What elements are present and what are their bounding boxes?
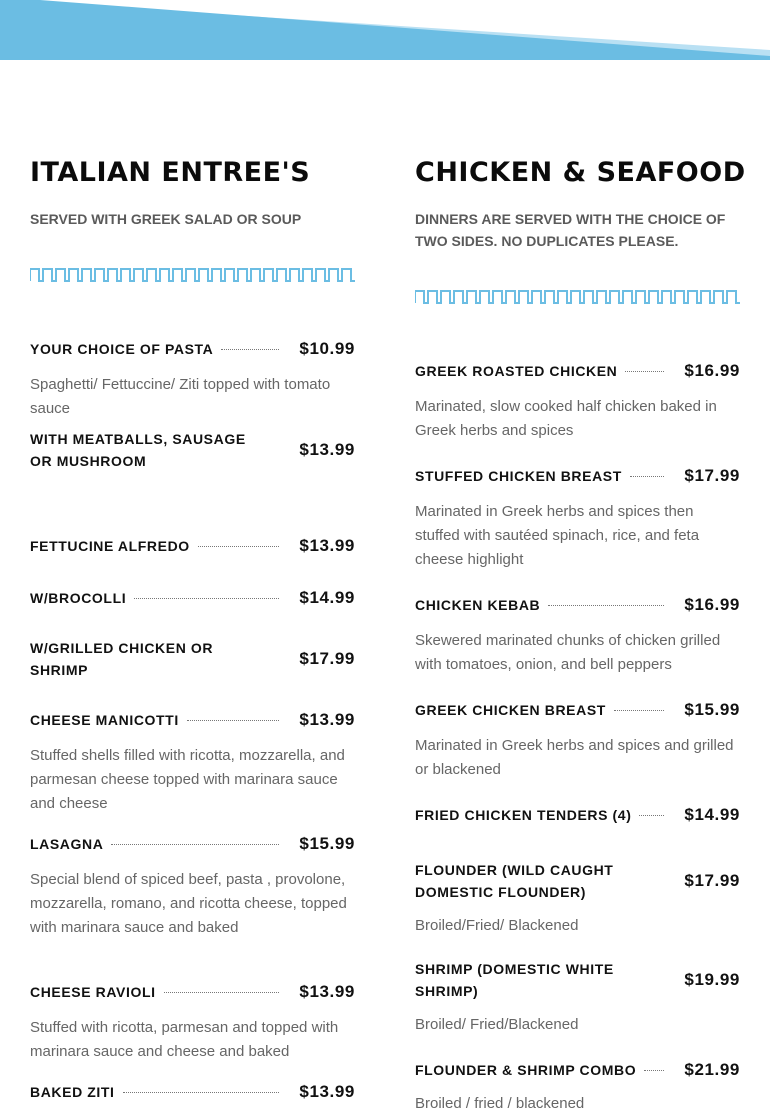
section-subtitle: DINNERS ARE SERVED WITH THE CHOICE OF TWO SIDES. NO DUPLICATES PLEASE. xyxy=(415,211,726,249)
leader-dots xyxy=(198,546,280,547)
menu-item xyxy=(415,360,740,443)
menu-item xyxy=(415,1059,740,1116)
banner-shape xyxy=(0,0,770,60)
leader-dots xyxy=(221,349,279,350)
section-title: CHICKEN & SEAFOOD xyxy=(415,157,746,188)
item-name: W/BROCOLLI xyxy=(30,590,127,606)
item-price: $19.99 xyxy=(684,970,740,989)
item-description: Special blend of spiced beef, pasta , provolone, mozzarella, romano, and ricotta cheese, topped with marinara sauce and baked xyxy=(30,871,347,936)
leader-dots xyxy=(111,844,279,845)
item-price: $14.99 xyxy=(299,588,355,607)
item-price: $13.99 xyxy=(299,440,355,459)
menu-item xyxy=(30,709,355,816)
item-name: GREEK ROASTED CHICKEN xyxy=(415,363,618,379)
menu-item xyxy=(415,699,740,782)
menu-item xyxy=(30,535,355,557)
item-name: FETTUCINE ALFREDO xyxy=(30,538,190,554)
item-description: Skewered marinated chunks of chicken grilled with tomatoes, onion, and bell peppers xyxy=(415,632,721,673)
item-description: Marinated, slow cooked half chicken baked in Greek herbs and spices xyxy=(415,398,717,439)
leader-dots xyxy=(644,1070,664,1071)
leader-dots xyxy=(625,371,664,372)
item-description: Broiled/Fried/ Blackened xyxy=(415,917,579,934)
greek-key-border xyxy=(415,290,740,304)
item-price: $14.99 xyxy=(684,805,740,824)
item-description: Broiled / fried / blackened xyxy=(415,1095,585,1112)
item-price: $15.99 xyxy=(684,700,740,719)
item-name: FRIED CHICKEN TENDERS (4) xyxy=(415,807,632,823)
leader-dots xyxy=(614,710,664,711)
menu-item xyxy=(30,833,355,940)
leader-dots xyxy=(134,598,279,599)
item-description: Stuffed shells filled with ricotta, mozzarella, and parmesan cheese topped with marinara sauce and cheese xyxy=(30,747,345,812)
item-description: Spaghetti/ Fettuccine/ Ziti topped with tomato sauce xyxy=(30,376,331,417)
item-name: BAKED ZITI xyxy=(30,1084,115,1100)
menu-item xyxy=(415,465,740,572)
item-description: Broiled/ Fried/Blackened xyxy=(415,1016,579,1033)
item-name: CHEESE RAVIOLI xyxy=(30,984,156,1000)
item-price: $13.99 xyxy=(299,536,355,555)
greek-key-border xyxy=(30,268,355,282)
item-name: FLOUNDER (WILD CAUGHT DOMESTIC FLOUNDER) xyxy=(415,862,614,900)
leader-dots xyxy=(164,992,280,993)
item-price: $21.99 xyxy=(684,1060,740,1079)
menu-item xyxy=(30,981,355,1064)
item-price: $16.99 xyxy=(684,595,740,614)
menu-item xyxy=(30,637,355,681)
menu-item xyxy=(30,1081,355,1103)
item-name: GREEK CHICKEN BREAST xyxy=(415,702,606,718)
item-description: Stuffed with ricotta, parmesan and topped with marinara sauce and cheese and baked xyxy=(30,1019,339,1060)
item-price: $17.99 xyxy=(299,649,355,668)
leader-dots xyxy=(639,815,664,816)
section-subtitle: SERVED WITH GREEK SALAD OR SOUP xyxy=(30,211,302,227)
menu-item xyxy=(415,859,740,938)
menu-item xyxy=(415,804,740,826)
section-title: ITALIAN ENTREE'S xyxy=(30,157,311,188)
item-name: W/GRILLED CHICKEN OR SHRIMP xyxy=(30,640,214,678)
item-price: $13.99 xyxy=(299,1082,355,1101)
item-price: $17.99 xyxy=(684,466,740,485)
greek-key-path xyxy=(415,291,740,303)
greek-key-path xyxy=(30,269,355,281)
header-banner xyxy=(0,0,770,62)
menu-item xyxy=(30,338,355,421)
item-price: $10.99 xyxy=(299,339,355,358)
item-price: $17.99 xyxy=(684,871,740,890)
item-price: $13.99 xyxy=(299,710,355,729)
item-name: CHICKEN KEBAB xyxy=(415,597,541,613)
item-description: Marinated in Greek herbs and spices then stuffed with sautéed spinach, rice, and feta cheese highlight xyxy=(415,503,700,568)
item-price: $13.99 xyxy=(299,982,355,1001)
item-description: Marinated in Greek herbs and spices and grilled or blackened xyxy=(415,737,734,778)
item-name: YOUR CHOICE OF PASTA xyxy=(30,341,214,357)
item-name: FLOUNDER & SHRIMP COMBO xyxy=(415,1062,637,1078)
item-name: SHRIMP (DOMESTIC WHITE SHRIMP) xyxy=(415,961,614,999)
leader-dots xyxy=(630,476,665,477)
item-price: $16.99 xyxy=(684,361,740,380)
menu-item xyxy=(30,428,355,472)
item-name: WITH MEATBALLS, SAUSAGE OR MUSHROOM xyxy=(30,431,246,469)
item-name: STUFFED CHICKEN BREAST xyxy=(415,468,622,484)
leader-dots xyxy=(548,605,664,606)
leader-dots xyxy=(187,720,280,721)
item-price: $15.99 xyxy=(299,834,355,853)
item-name: LASAGNA xyxy=(30,836,104,852)
menu-item xyxy=(415,958,740,1037)
item-name: CHEESE MANICOTTI xyxy=(30,712,179,728)
menu-item xyxy=(30,587,355,609)
menu-item xyxy=(415,594,740,677)
leader-dots xyxy=(123,1092,280,1093)
